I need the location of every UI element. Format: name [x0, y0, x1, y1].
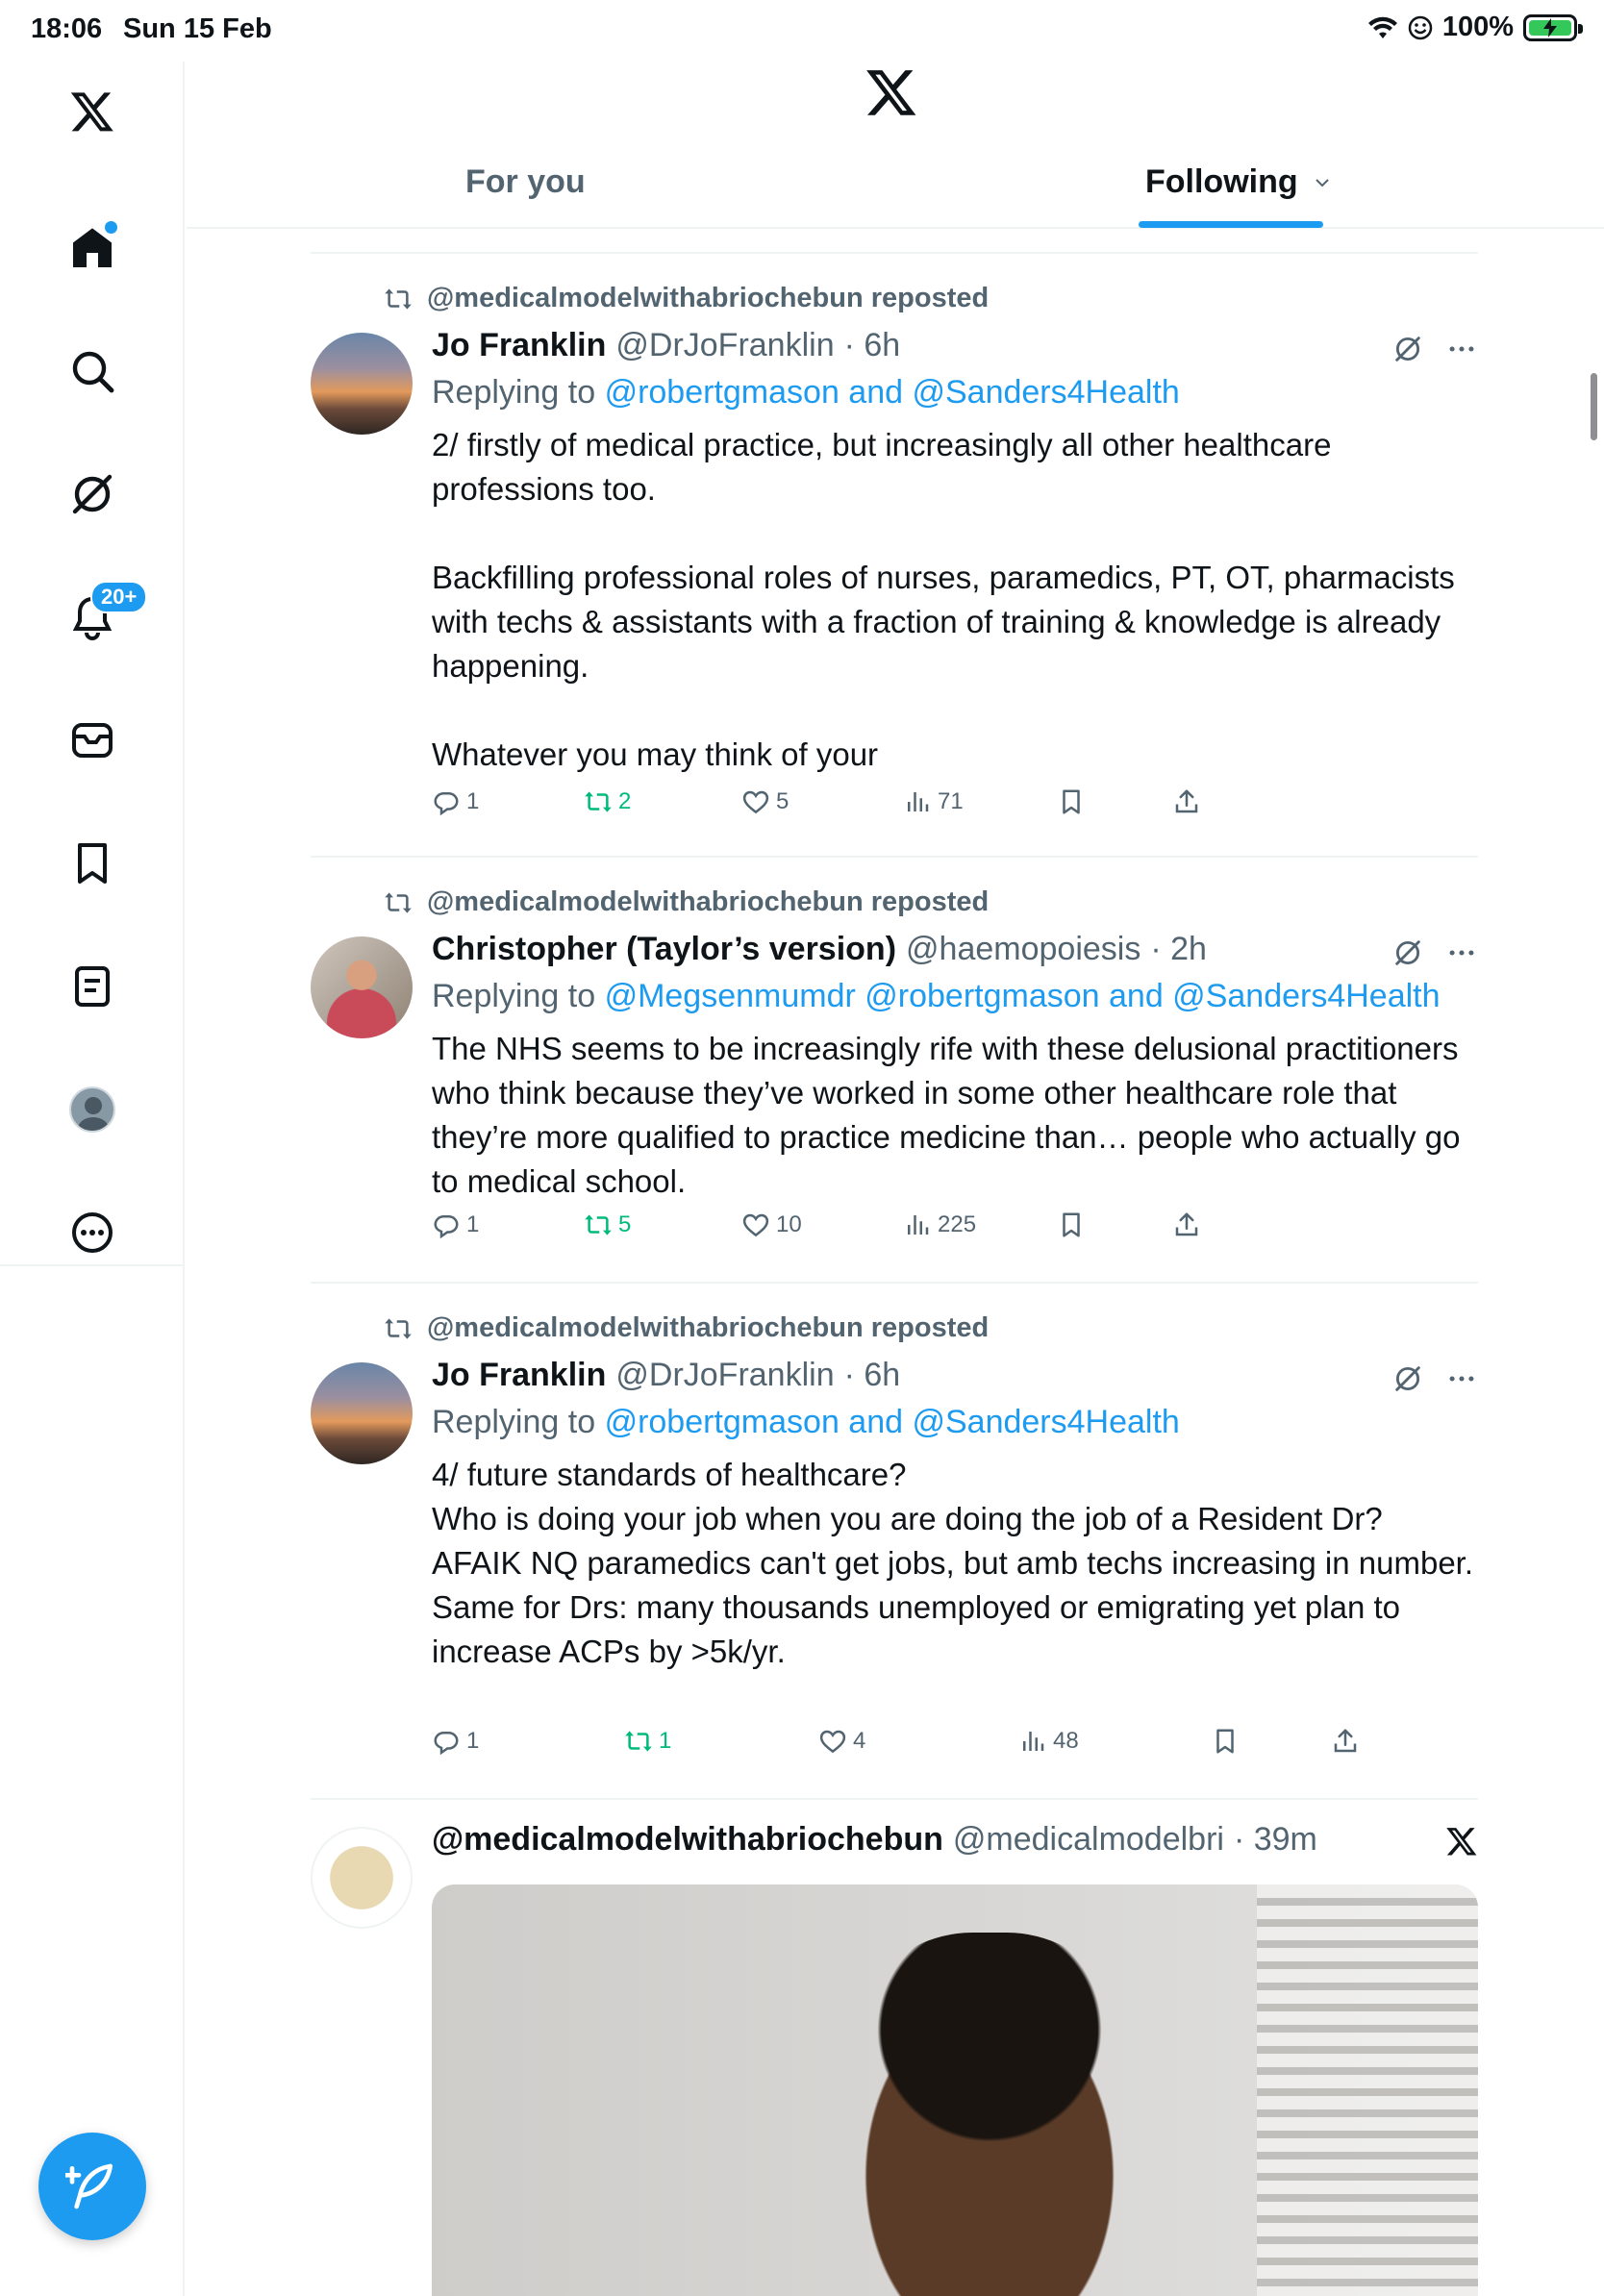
repost-icon [624, 1727, 653, 1756]
heart-icon [818, 1727, 847, 1756]
author-handle[interactable]: @DrJoFranklin [615, 1357, 835, 1393]
post-time[interactable]: · 2h [1150, 931, 1207, 967]
share-button[interactable] [1172, 1210, 1201, 1239]
bookmarks-icon[interactable] [63, 835, 121, 892]
like-button[interactable] [741, 787, 789, 816]
like-count: 10 [776, 1211, 802, 1237]
bookmark-icon [1057, 1210, 1086, 1239]
replying-prefix: Replying to [432, 978, 596, 1014]
scrollbar[interactable] [1591, 373, 1597, 440]
messages-icon[interactable] [63, 711, 121, 769]
share-button[interactable] [1172, 787, 1201, 816]
post-text [432, 423, 1478, 777]
share-icon [1331, 1727, 1360, 1756]
sidebar [0, 62, 185, 2296]
like-count: 4 [853, 1728, 866, 1754]
views-chart-icon [903, 787, 932, 816]
tab-active-indicator [1139, 221, 1323, 228]
post-text [432, 1453, 1478, 1674]
battery-charging-icon [1523, 14, 1577, 41]
post-header [432, 327, 1478, 364]
reply-count: 1 [466, 1211, 480, 1237]
author-handle[interactable]: @DrJoFranklin [615, 327, 835, 363]
bookmark-button[interactable] [1057, 787, 1086, 816]
repost-icon [383, 1314, 414, 1343]
views-chart-icon [1018, 1727, 1047, 1756]
repost-label: @medicalmodelwithabriochebun reposted [427, 886, 990, 917]
heart-icon [741, 787, 770, 816]
home-unread-dot [105, 221, 117, 234]
author-name[interactable]: Jo Franklin [432, 327, 607, 363]
focus-smiley-icon [1408, 15, 1433, 40]
like-button[interactable] [741, 1210, 802, 1239]
replying-prefix: Replying to [432, 374, 596, 411]
replying-to [432, 1404, 1478, 1441]
views-button[interactable] [903, 787, 964, 816]
like-button[interactable] [818, 1727, 865, 1756]
compose-feather-icon [65, 2159, 119, 2213]
post-header [432, 931, 1478, 968]
reply-icon [432, 1727, 461, 1756]
more-options-icon[interactable] [63, 1204, 121, 1261]
author-handle[interactable]: @medicalmodelbri [952, 1821, 1224, 1858]
post-paragraph: Backfilling professional roles of nurses, paramedics, PT, OT, pharmacists with techs & assistants with a fraction of training & knowledge is already happening. [432, 560, 1455, 684]
replying-mentions[interactable]: @robertgmason and @Sanders4Health [604, 374, 1180, 411]
post-paragraph [432, 512, 1478, 556]
timeline-header [187, 62, 1604, 229]
heart-icon [741, 1210, 770, 1239]
notifications-badge: 20+ [90, 581, 147, 613]
lists-icon[interactable] [63, 958, 121, 1015]
post-content [432, 931, 1478, 1204]
views-count: 71 [938, 788, 964, 814]
repost-count: 1 [659, 1728, 672, 1754]
repost-button[interactable] [584, 1210, 631, 1239]
author-name[interactable]: @medicalmodelwithabriochebun [432, 1821, 943, 1858]
repost-icon [584, 1210, 613, 1239]
reply-button[interactable] [432, 1210, 479, 1239]
author-name[interactable]: Jo Franklin [432, 1357, 607, 1393]
post[interactable] [311, 1800, 1478, 2296]
reply-button[interactable] [432, 787, 479, 816]
tab-for-you[interactable]: For you [465, 163, 586, 200]
compose-post-button[interactable] [38, 2133, 146, 2240]
sidebar-divider [0, 1264, 185, 1266]
tab-following[interactable] [1145, 163, 1332, 201]
post-paragraph: 4/ future standards of healthcare? [432, 1457, 907, 1492]
post-paragraph: Who is doing your job when you are doing the job of a Resident Dr? [432, 1501, 1383, 1536]
battery-percent: 100% [1441, 12, 1514, 42]
replying-mentions[interactable]: @Megsenmumdr @robertgmason and @Sanders4Health [604, 978, 1441, 1014]
search-icon[interactable] [63, 342, 121, 400]
chevron-down-icon [1313, 173, 1332, 192]
avatar[interactable] [311, 333, 413, 435]
post-paragraph: Whatever you may think of your [432, 736, 879, 772]
status-bar [0, 0, 1604, 62]
avatar[interactable] [311, 1362, 413, 1464]
reply-icon [432, 787, 461, 816]
repost-icon [383, 888, 414, 917]
avatar[interactable] [311, 936, 413, 1038]
post-text [432, 1027, 1478, 1204]
notifications-bell-icon[interactable] [63, 585, 138, 646]
replying-mentions[interactable]: @robertgmason and @Sanders4Health [604, 1404, 1180, 1440]
repost-button[interactable] [584, 787, 631, 816]
views-button[interactable] [1018, 1727, 1079, 1756]
x-logo-icon[interactable] [865, 65, 918, 119]
replying-to [432, 374, 1478, 412]
post-video-thumbnail[interactable] [432, 1884, 1478, 2296]
post-content [432, 327, 1478, 777]
bookmark-button[interactable] [1211, 1727, 1240, 1756]
like-count: 5 [776, 788, 789, 814]
post-content [432, 1821, 1478, 1859]
bookmark-icon [1057, 787, 1086, 816]
bookmark-icon [1211, 1727, 1240, 1756]
post-paragraph: Same for Drs: many thousands unemployed or emigrating yet plan to increase ACPs by >5k/yr. [432, 1589, 1401, 1669]
reply-icon [432, 1210, 461, 1239]
reply-button[interactable] [432, 1727, 479, 1756]
views-button[interactable] [903, 1210, 976, 1239]
views-count: 48 [1053, 1728, 1079, 1754]
repost-label: @medicalmodelwithabriochebun reposted [427, 283, 990, 313]
home-icon[interactable] [63, 219, 121, 277]
post-time[interactable]: · 39m [1233, 1821, 1317, 1858]
repost-indicator [383, 886, 989, 918]
author-handle[interactable]: @haemopoiesis [906, 931, 1141, 967]
views-count: 225 [938, 1211, 977, 1237]
post-paragraph: AFAIK NQ paramedics can't get jobs, but amb techs increasing in number. [432, 1545, 1474, 1581]
replying-to [432, 978, 1478, 1015]
bookmark-button[interactable] [1057, 1210, 1086, 1239]
post[interactable] [311, 254, 1478, 858]
profile-avatar-icon[interactable] [63, 1081, 121, 1138]
grok-icon[interactable] [63, 465, 121, 523]
repost-indicator [383, 1312, 989, 1344]
repost-icon [584, 787, 613, 816]
post-time[interactable]: · 6h [843, 327, 901, 363]
repost-label: @medicalmodelwithabriochebun reposted [427, 1312, 990, 1343]
post-time[interactable]: · 6h [843, 1357, 901, 1393]
share-button[interactable] [1331, 1727, 1360, 1756]
views-chart-icon [903, 1210, 932, 1239]
post[interactable] [311, 1284, 1478, 1800]
replying-prefix: Replying to [432, 1404, 596, 1440]
reply-count: 1 [466, 1728, 480, 1754]
share-icon [1172, 1210, 1201, 1239]
author-name[interactable]: Christopher (Taylor’s version) [432, 931, 897, 967]
post[interactable] [311, 858, 1478, 1284]
wifi-icon [1367, 15, 1398, 40]
reply-count: 1 [466, 788, 480, 814]
post-content [432, 1357, 1478, 1674]
x-logo-icon[interactable] [63, 83, 121, 140]
status-time: 18:06 [31, 13, 103, 44]
status-date: Sun 15 Feb [123, 13, 272, 44]
post-paragraph: 2/ firstly of medical practice, but increasingly all other healthcare professions too. [432, 427, 1332, 507]
post-header [432, 1357, 1478, 1394]
tab-following-label: Following [1145, 163, 1298, 200]
avatar[interactable] [311, 1827, 413, 1929]
repost-count: 2 [618, 788, 632, 814]
repost-icon [383, 285, 414, 313]
repost-count: 5 [618, 1211, 632, 1237]
timeline-feed [311, 252, 1478, 2296]
post-header [432, 1821, 1478, 1859]
status-right [1367, 12, 1577, 43]
repost-indicator [383, 283, 989, 314]
repost-button[interactable] [624, 1727, 671, 1756]
post-paragraph: The NHS seems to be increasingly rife with these delusional practitioners who think because they’ve worked in some other healthcare role that they’re more qualified to practice medicine than… people who actually go to medical school. [432, 1031, 1461, 1199]
share-icon [1172, 787, 1201, 816]
post-paragraph [432, 688, 1478, 733]
